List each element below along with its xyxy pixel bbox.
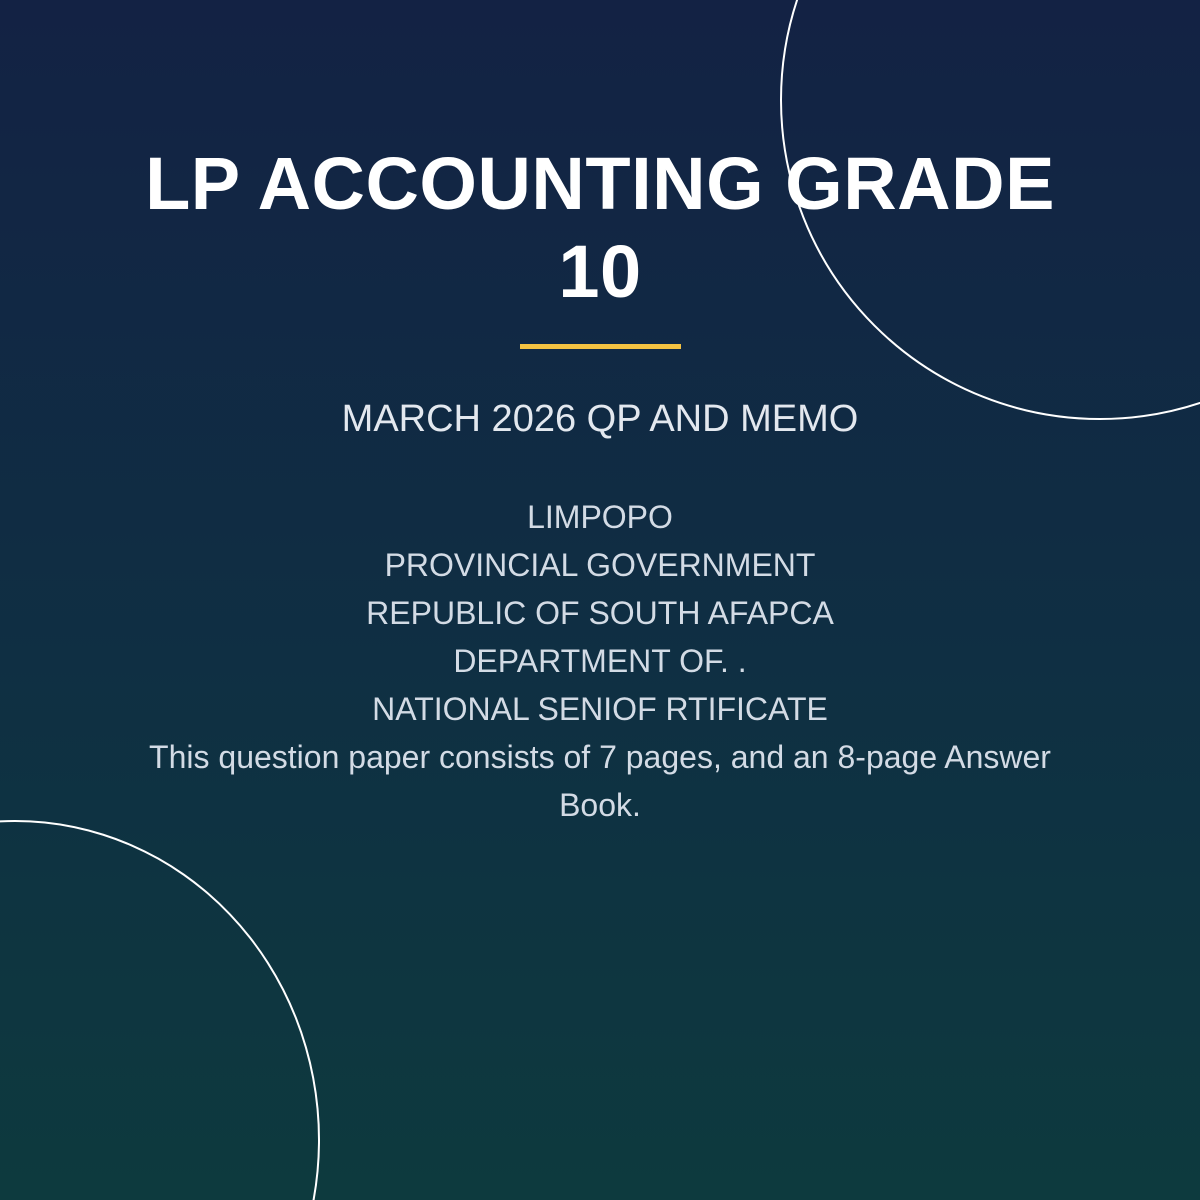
detail-line-department: DEPARTMENT OF. .: [453, 643, 747, 679]
detail-line-certificate: NATIONAL SENIOF RTIFICATE: [372, 691, 828, 727]
page-subtitle: MARCH 2026 QP AND MEMO: [341, 398, 859, 440]
detail-line-page-count: This question paper consists of 7 pages, and an 8-page Answer Book.: [149, 739, 1051, 823]
cover-content: [100, 140, 1100, 829]
decorative-circle-bottom-left: [0, 820, 320, 1200]
detail-line-government: PROVINCIAL GOVERNMENT: [384, 547, 816, 583]
detail-line-province: LIMPOPO: [527, 499, 673, 535]
cover-details: [100, 493, 1100, 829]
page-title: LP ACCOUNTING GRADE 10: [145, 142, 1055, 313]
detail-line-republic: REPUBLIC OF SOUTH AFAPCA: [366, 595, 834, 631]
accent-divider: [520, 344, 681, 349]
